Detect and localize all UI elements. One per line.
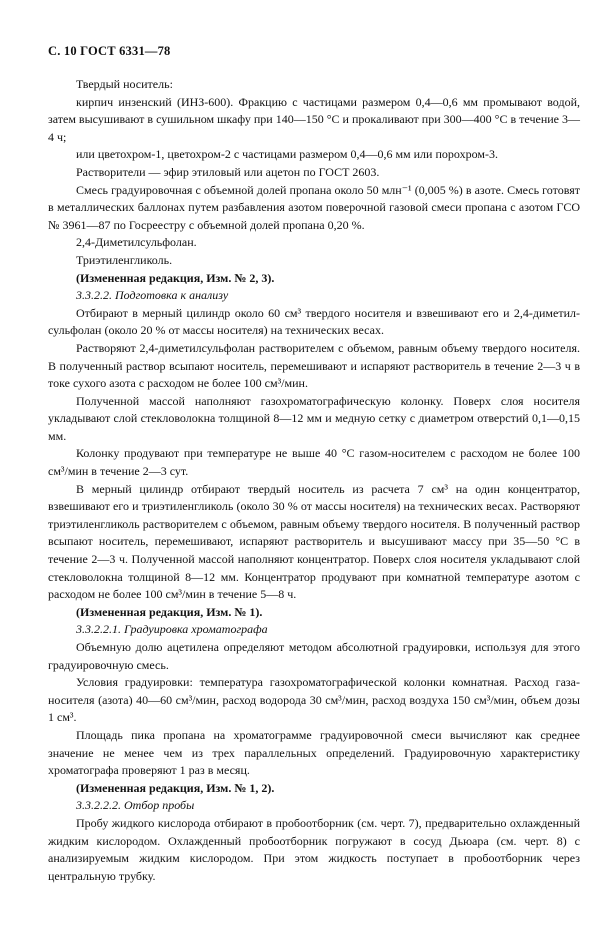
amendment-note: (Измененная редакция, Изм. № 1, 2). [76, 780, 275, 795]
paragraph: Полученной массой наполняют газохроматографическую колонку. Поверх слоя носителя укладывают слой стекловолокна толщиной 8—12 мм и медную сетку с диаметром отверстий 0,1—0,15 мм. [48, 393, 580, 443]
amendment-note: (Измененная редакция, Изм. № 2, 3). [76, 270, 275, 285]
paragraph: Отбирают в мерный цилиндр около 60 см³ твердого носителя и взвешивают его и 2,4-диметил-сульфолан (около 20 % от массы носителя) на технических весах. [48, 305, 580, 338]
amendment-note: (Измененная редакция, Изм. № 1). [76, 604, 263, 619]
paragraph: В мерный цилиндр отбирают твердый носитель из расчета 7 см³ на один концентратор, взвешивают его и триэтиленгликоль (около 30 % от массы носителя) на технических весах. Растворяют триэтиленгликоль растворителем с объемом, равным объему твердого носителя. В полученный раствор всыпают носитель, перемешивают, испаряют растворитель и высушивают массу при 35—50 °С в течение 2—3 ч. Полученной массой наполняют концентратор. Поверх слоя носителя укладывают слой стекловолокна толщиной 8—12 мм. Концентратор продувают при комнатной температуре азотом с расходом не более 100 см³/мин в течение 5—8 ч. [48, 481, 580, 602]
paragraph: Пробу жидкого кислорода отбирают в пробоотборник (см. черт. 7), предварительно охлажденный жидким кислородом. Охлажденный пробоотборник погружают в сосуд Дьюара (см. черт. 8) с анализируемым жидким кислородом. При этом жидкость поступает в пробоотборник через центральную трубку. [48, 815, 580, 883]
paragraph: Колонку продувают при температуре не выше 40 °С газом-носителем с расходом не более 100 см³/мин в течение 2—3 сут. [48, 446, 580, 479]
section-heading: 3.3.2.2.1. Градуировка хроматографа [76, 622, 268, 637]
paragraph: или цветохром-1, цветохром-2 с частицами размером 0,4—0,6 мм или порохром-3. [76, 147, 498, 162]
section-heading: 3.3.2.2.2. Отбор пробы [76, 798, 195, 813]
paragraph: Растворяют 2,4-диметилсульфолан растворителем с объемом, равным объему твердого носителя. В полученный раствор всыпают носитель, перемешивают и испаряют растворитель в течение 2—3 ч в токе сухого азота с расходом не более 100 см³/мин. [48, 340, 580, 391]
section-heading: 3.3.2.2. Подготовка к анализу [76, 288, 229, 303]
document-body [48, 76, 580, 885]
paragraph: Твердый носитель: [76, 77, 173, 91]
paragraph: 2,4-Диметилсульфолан. [76, 235, 197, 250]
page-header: С. 10 ГОСТ 6331—78 [48, 44, 171, 58]
paragraph: кирпич инзенский (ИНЗ-600). Фракцию с частицами размером 0,4—0,6 мм промывают водой, затем высушивают в сушильном шкафу при 140—150 °С и прокаливают при 300—400 °С в течение 3—4 ч; [48, 94, 580, 144]
paragraph: Площадь пика пропана на хроматограмме градуировочной смеси вычисляют как среднее значение не менее чем из трех параллельных определений. Градуировочную характеристику хроматографа проверяют 1 раз в месяц. [48, 727, 580, 778]
paragraph: Растворители — эфир этиловый или ацетон по ГОСТ 2603. [76, 164, 380, 179]
paragraph: Смесь градуировочная с объемной долей пропана около 50 млн⁻¹ (0,005 %) в азоте. Смесь готовят в металлических баллонах путем разбавления азотом поверочной газовой смеси пропана с азотом ГСО № 3961—87 по Госреестру с объемной долей пропана 0,20 %. [48, 182, 580, 232]
paragraph: Триэтиленгликоль. [76, 252, 173, 267]
paragraph: Условия градуировки: температура газохроматографической колонки комнатная. Расход газа-носителя (азота) 40—60 см³/мин, расход водорода 30 см³/мин, расход воздуха 150 см³/мин, объем дозы 1 см³. [48, 675, 580, 725]
paragraph: Объемную долю ацетилена определяют методом абсолютной градуировки, используя для этого градуировочную смесь. [48, 640, 580, 672]
